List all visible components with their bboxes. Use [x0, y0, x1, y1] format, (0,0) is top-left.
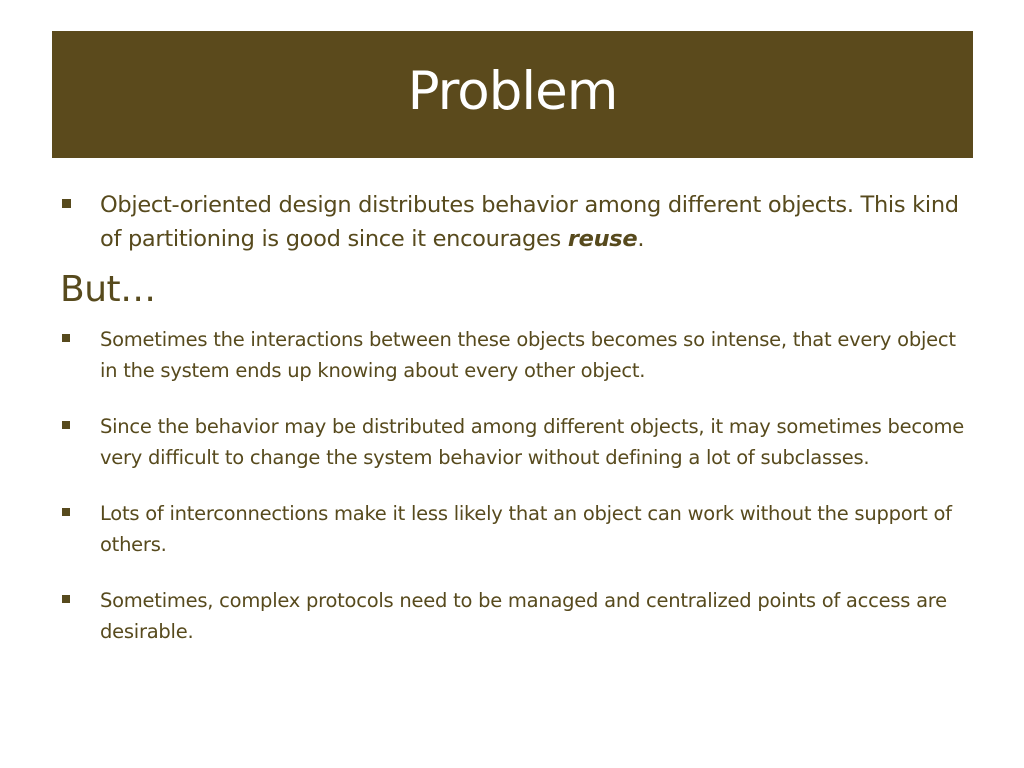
square-bullet-icon [62, 508, 70, 516]
list-item-text: Since the behavior may be distributed among different objects, it may sometimes become very difficult to change the system behavior without defining a lot of subclasses. [100, 415, 965, 469]
intro-emphasis: reuse [567, 226, 638, 252]
title-bar [52, 31, 973, 158]
square-bullet-icon [62, 334, 70, 342]
intro-text-after: . [637, 226, 645, 252]
square-bullet-icon [62, 199, 71, 208]
list-item [58, 585, 978, 647]
list-item-text: Sometimes the interactions between these objects becomes so intense, that every object in the system ends up knowing about every other object. [100, 328, 956, 382]
square-bullet-icon [62, 595, 70, 603]
list-item-text: Lots of interconnections make it less likely that an object can work without the support of others. [100, 502, 952, 556]
slide-title: Problem [407, 61, 618, 122]
slide-body [58, 188, 978, 672]
list-item [58, 411, 978, 473]
intro-bullet [58, 188, 978, 256]
subheading: But… [60, 269, 156, 310]
list-item [58, 498, 978, 560]
intro-text-before: Object-oriented design distributes behavior among different objects. This kind of partitioning is good since it encourages [100, 192, 959, 252]
list-item-text: Sometimes, complex protocols need to be managed and centralized points of access are desirable. [100, 589, 947, 643]
list-item [58, 324, 978, 386]
square-bullet-icon [62, 421, 70, 429]
